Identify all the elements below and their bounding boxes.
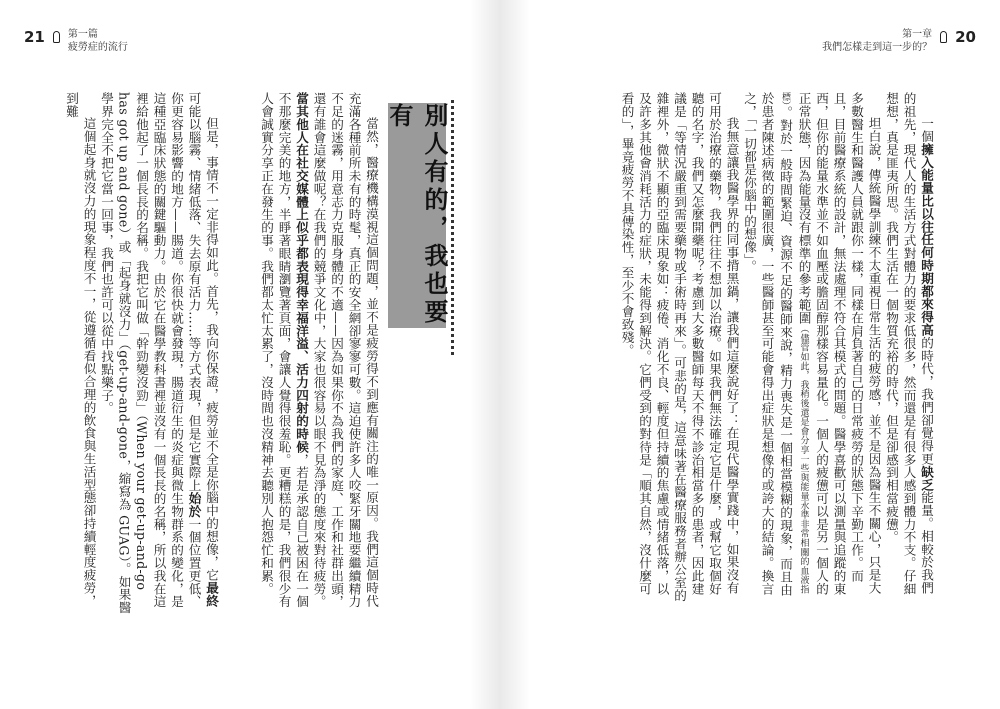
- right-page-body: [555, 92, 935, 602]
- header-right-chapter: 第一章: [902, 29, 933, 40]
- section-title: 別人有的，我也要有: [385, 103, 448, 327]
- header-right: [822, 28, 976, 54]
- paragraph: 一個擁入能量比以往任何時期都來得高的時代，我們卻覺得更缺乏能量。相較於我們的祖先，現代人的生活方式對體力的要求低很多，然而還是有很多人感到體力不支。仔細想想，真是匪夷所思。我們生活在一個物質充裕的時代，但是卻感到相當疲憊。: [884, 92, 934, 596]
- paragraph: 這個起身就沒力的現象程度不一，從遵循看似合理的飲食與生活型態卻持續輕度疲勞，到難: [64, 92, 97, 608]
- bulb-icon: [53, 31, 60, 43]
- header-left: [24, 28, 128, 54]
- paragraph: 但是，事情不一定非得如此。首先，我向你保證，疲勞並不全是你腦中的想像，它最終可能以腦霧、情緒低落、失去原有活力……等方式表現，但是它實際上始於一個位置更低、你更容易影響的地方——腸道。你很快就會發現，腸道衍生的炎症與微生物群系的變化，是這種亞臨床狀態的關鍵驅動力。由於它在醫學教科書裡並沒有一個長長的名稱，所以我在這裡給他起了一個長長的名稱。我把它叫做「幹勁變沒勁」（When your get-up-and-go has got up and gone）或「起身就沒力」（get-up-and-gone，縮寫為 GUAG）。如果醫學界完全不把它當一回事，我們也許可以從中找點樂子。: [99, 92, 219, 614]
- page-number-left: 21: [24, 28, 45, 46]
- header-right-title: 我們怎樣走到這一步的？: [822, 42, 933, 53]
- header-left-chapter: 第一篇: [67, 29, 98, 40]
- paragraph: 坦白說，傳統醫學訓練不太重視日常生活的疲勞感，並不是因為醫生不關心，只是大多數醫生和醫護人員就跟你一樣，同樣在肩負著自己的日常疲勞的狀態下辛勤工作。而且，目前醫療系統的設計，無法處理不符合其模式的問題。醫學喜歡可以測量與追蹤的東西，但你的能量水準並不如血壓或膽固醇那樣容易量化。一個人的疲憊可以是另一個人的正常狀態，因為能量沒有標準的參考範圍（儘管如此，我稍後還是會分享一些與能量水準非常相關的血液指標）。對於一般時間緊迫、資源不足的醫師來說，精力喪失是一個相當模糊的現象，而且由於患者陳述病徵的範圍很廣，一些醫師甚至可能會得出症狀是想像的或誇大的結論。換言之，「一切都是你腦中的想像」。: [742, 92, 882, 597]
- bulb-icon: [940, 31, 947, 43]
- paragraph: 我無意讓我醫學界的同事揹黑鍋，讓我們這麼說好了：在現代醫學實踐中，如果沒有可用於治療的藥物，我們往往不想加以治療。如果我們無法確定它是什麼，或幫它取個好聽的名字，我們又怎麼開藥呢？考慮到大多數醫師每天不得不診治相當多的患者，因此建議是「等情況嚴重到需要藥物或手術時再來」。可悲的是，這意味著在醫療服務者辦公室的雜裡外，微狀不顯的亞臨床現象如：疲倦、消化不良、輕度但持續的焦慮或情緒低落，以及許多其他會消耗活力的症狀，未能得到解決。它們受到的對待是「順其自然，沒什麼可看的」，畢竟疲勞不具傳染性，至少不會致殘。: [619, 92, 740, 602]
- paragraph: 當然，醫療機構漠視這個問題，並不是疲勞得不到應有關注的唯一原因。我們這個時代充滿各種前所未有的時髦，真正的安全網卻寥寥可數。這迫使許多人咬緊牙關地要繼續精力不足的迷霧，用意志力克服身體的不適——因為如果你不為我們的家庭、工作和社群出頭，還有誰會這麼做呢？在我們的競爭文化中，大家也很容易以眼不見為淨的態度來對待疲勞。當其他人在社交媒體上似乎都表現得幸福洋溢、活力四射的時候，若是承認自己被困在一個不那麼完美的地方，半睜著眼睛瀏覽著頁面，會讓人覺得很羞恥。更糟糕的是，我們很少有人會誠實分享正在發生的事。我們都太忙太累了，沒時間也沒精神去聽別人抱怨忙和累。: [259, 92, 379, 609]
- header-left-title: 疲勞症的流行: [67, 42, 128, 53]
- page-number-right: 20: [955, 28, 976, 46]
- left-page-body-end: [20, 92, 220, 617]
- left-page-body-start: [232, 92, 380, 617]
